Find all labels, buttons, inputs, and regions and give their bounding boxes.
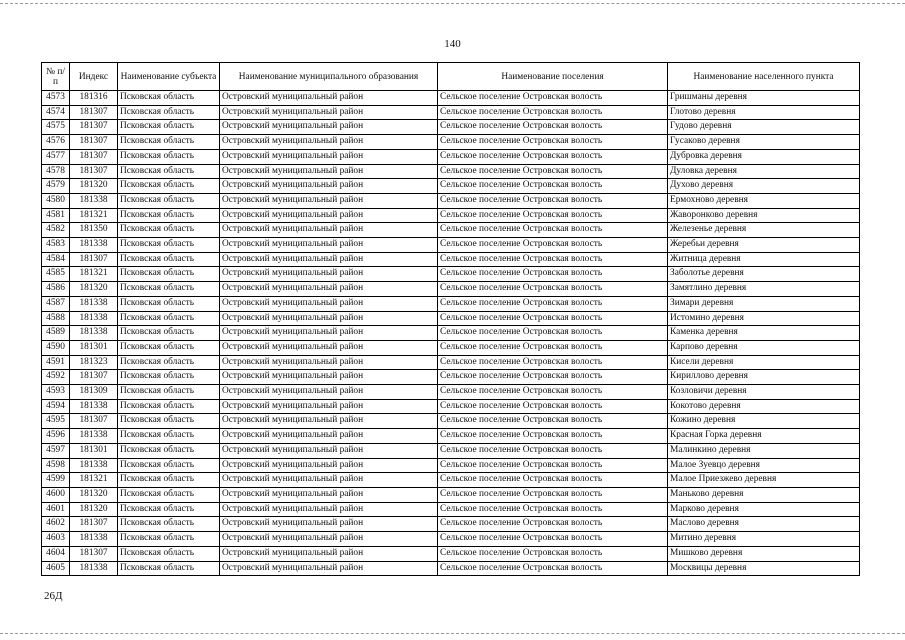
cell-num: 4584 [42, 252, 70, 267]
cell-settlement: Сельское поселение Островская волость [438, 208, 668, 223]
cell-subject: Псковская область [118, 561, 220, 576]
cell-index: 181307 [70, 149, 118, 164]
cell-subject: Псковская область [118, 517, 220, 532]
cell-locality: Духово деревня [668, 179, 860, 194]
cell-index: 181301 [70, 443, 118, 458]
cell-num: 4586 [42, 282, 70, 297]
cell-num: 4594 [42, 399, 70, 414]
cell-num: 4595 [42, 414, 70, 429]
table-row [42, 355, 860, 370]
cell-settlement: Сельское поселение Островская волость [438, 487, 668, 502]
table-row [42, 443, 860, 458]
cell-locality: Козловичи деревня [668, 385, 860, 400]
cell-settlement: Сельское поселение Островская волость [438, 311, 668, 326]
cell-index: 181338 [70, 399, 118, 414]
cell-index: 181320 [70, 487, 118, 502]
cell-municipality: Островский муниципальный район [220, 296, 438, 311]
cell-subject: Псковская область [118, 164, 220, 179]
table-row [42, 326, 860, 341]
cell-num: 4574 [42, 105, 70, 120]
cell-locality: Дубровка деревня [668, 149, 860, 164]
cell-subject: Псковская область [118, 370, 220, 385]
cell-index: 181307 [70, 164, 118, 179]
table-body [42, 91, 860, 576]
cell-num: 4591 [42, 355, 70, 370]
cell-num: 4599 [42, 473, 70, 488]
header-municipality: Наименование муниципального образования [220, 63, 438, 91]
cell-municipality: Островский муниципальный район [220, 223, 438, 238]
cell-settlement: Сельское поселение Островская волость [438, 149, 668, 164]
cell-municipality: Островский муниципальный район [220, 487, 438, 502]
cell-subject: Псковская область [118, 91, 220, 106]
cell-subject: Псковская область [118, 296, 220, 311]
cell-num: 4579 [42, 179, 70, 194]
cell-settlement: Сельское поселение Островская волость [438, 546, 668, 561]
table-row [42, 532, 860, 547]
cell-settlement: Сельское поселение Островская волость [438, 340, 668, 355]
cell-municipality: Островский муниципальный район [220, 517, 438, 532]
settlements-table [41, 62, 860, 576]
cell-settlement: Сельское поселение Островская волость [438, 385, 668, 400]
cell-settlement: Сельское поселение Островская волость [438, 473, 668, 488]
cell-num: 4582 [42, 223, 70, 238]
header-index: Индекс [70, 63, 118, 91]
cell-subject: Псковская область [118, 238, 220, 253]
cell-settlement: Сельское поселение Островская волость [438, 135, 668, 150]
cell-num: 4581 [42, 208, 70, 223]
cell-settlement: Сельское поселение Островская волость [438, 238, 668, 253]
cell-locality: Мишково деревня [668, 546, 860, 561]
cell-subject: Псковская область [118, 120, 220, 135]
cell-settlement: Сельское поселение Островская волость [438, 164, 668, 179]
cell-subject: Псковская область [118, 179, 220, 194]
cell-municipality: Островский муниципальный район [220, 179, 438, 194]
table-row [42, 399, 860, 414]
cell-subject: Псковская область [118, 149, 220, 164]
cell-subject: Псковская область [118, 193, 220, 208]
table-row [42, 179, 860, 194]
cell-subject: Псковская область [118, 502, 220, 517]
header-num: № п/п [42, 63, 70, 91]
table-row [42, 473, 860, 488]
cell-municipality: Островский муниципальный район [220, 267, 438, 282]
cell-settlement: Сельское поселение Островская волость [438, 282, 668, 297]
cell-municipality: Островский муниципальный район [220, 443, 438, 458]
cell-index: 181307 [70, 120, 118, 135]
cell-index: 181338 [70, 193, 118, 208]
cell-settlement: Сельское поселение Островская волость [438, 91, 668, 106]
cell-settlement: Сельское поселение Островская волость [438, 517, 668, 532]
table-row [42, 296, 860, 311]
cell-municipality: Островский муниципальный район [220, 385, 438, 400]
cell-index: 181338 [70, 458, 118, 473]
cell-municipality: Островский муниципальный район [220, 208, 438, 223]
cell-subject: Псковская область [118, 105, 220, 120]
cell-index: 181307 [70, 414, 118, 429]
cell-index: 181307 [70, 370, 118, 385]
cell-subject: Псковская область [118, 443, 220, 458]
cell-locality: Митино деревня [668, 532, 860, 547]
footer-code: 26Д [44, 590, 63, 602]
cell-num: 4596 [42, 429, 70, 444]
cell-settlement: Сельское поселение Островская волость [438, 458, 668, 473]
cell-locality: Гудово деревня [668, 120, 860, 135]
cell-locality: Железенье деревня [668, 223, 860, 238]
cell-locality: Заболотье деревня [668, 267, 860, 282]
table-row [42, 193, 860, 208]
cell-locality: Кожино деревня [668, 414, 860, 429]
cell-num: 4593 [42, 385, 70, 400]
cell-locality: Кокотово деревня [668, 399, 860, 414]
cell-locality: Гусаково деревня [668, 135, 860, 150]
cell-num: 4588 [42, 311, 70, 326]
cell-municipality: Островский муниципальный район [220, 355, 438, 370]
cell-municipality: Островский муниципальный район [220, 193, 438, 208]
table-row [42, 458, 860, 473]
table-row [42, 517, 860, 532]
cell-index: 181301 [70, 340, 118, 355]
table-row [42, 370, 860, 385]
cell-index: 181321 [70, 473, 118, 488]
cell-settlement: Сельское поселение Островская волость [438, 296, 668, 311]
cell-municipality: Островский муниципальный район [220, 414, 438, 429]
cell-municipality: Островский муниципальный район [220, 473, 438, 488]
cell-settlement: Сельское поселение Островская волость [438, 252, 668, 267]
cell-num: 4589 [42, 326, 70, 341]
cell-municipality: Островский муниципальный район [220, 546, 438, 561]
cell-municipality: Островский муниципальный район [220, 532, 438, 547]
cell-municipality: Островский муниципальный район [220, 502, 438, 517]
cell-subject: Псковская область [118, 223, 220, 238]
cell-index: 181309 [70, 385, 118, 400]
cell-settlement: Сельское поселение Островская волость [438, 120, 668, 135]
cell-num: 4598 [42, 458, 70, 473]
cell-subject: Псковская область [118, 208, 220, 223]
cell-municipality: Островский муниципальный район [220, 135, 438, 150]
cell-num: 4592 [42, 370, 70, 385]
cell-settlement: Сельское поселение Островская волость [438, 502, 668, 517]
cell-index: 181307 [70, 517, 118, 532]
cell-num: 4583 [42, 238, 70, 253]
cell-num: 4601 [42, 502, 70, 517]
table-row [42, 105, 860, 120]
cell-index: 181338 [70, 561, 118, 576]
cell-index: 181321 [70, 208, 118, 223]
cell-subject: Псковская область [118, 135, 220, 150]
cell-num: 4605 [42, 561, 70, 576]
cell-settlement: Сельское поселение Островская волость [438, 193, 668, 208]
cell-num: 4600 [42, 487, 70, 502]
cell-municipality: Островский муниципальный район [220, 370, 438, 385]
cell-locality: Малое Зуевцо деревня [668, 458, 860, 473]
cell-subject: Псковская область [118, 252, 220, 267]
table-row [42, 120, 860, 135]
table-row [42, 502, 860, 517]
cell-locality: Красная Горка деревня [668, 429, 860, 444]
cell-index: 181338 [70, 296, 118, 311]
cell-locality: Каменка деревня [668, 326, 860, 341]
cell-subject: Псковская область [118, 399, 220, 414]
cell-municipality: Островский муниципальный район [220, 164, 438, 179]
cell-subject: Псковская область [118, 311, 220, 326]
cell-index: 181338 [70, 238, 118, 253]
cell-num: 4602 [42, 517, 70, 532]
cell-index: 181320 [70, 502, 118, 517]
cell-municipality: Островский муниципальный район [220, 282, 438, 297]
cell-index: 181323 [70, 355, 118, 370]
table-row [42, 267, 860, 282]
table-row [42, 561, 860, 576]
table-row [42, 487, 860, 502]
cell-subject: Псковская область [118, 326, 220, 341]
cell-municipality: Островский муниципальный район [220, 105, 438, 120]
cell-locality: Замятлино деревня [668, 282, 860, 297]
cell-locality: Истомино деревня [668, 311, 860, 326]
cell-locality: Дуловка деревня [668, 164, 860, 179]
cell-municipality: Островский муниципальный район [220, 326, 438, 341]
cell-locality: Глотово деревня [668, 105, 860, 120]
cell-num: 4573 [42, 91, 70, 106]
cell-index: 181307 [70, 252, 118, 267]
cell-locality: Кисели деревня [668, 355, 860, 370]
cell-locality: Гришманы деревня [668, 91, 860, 106]
cell-index: 181316 [70, 91, 118, 106]
cell-subject: Псковская область [118, 282, 220, 297]
cell-index: 181307 [70, 105, 118, 120]
cell-settlement: Сельское поселение Островская волость [438, 370, 668, 385]
cell-num: 4578 [42, 164, 70, 179]
header-settlement: Наименование поселения [438, 63, 668, 91]
table-row [42, 340, 860, 355]
cell-index: 181321 [70, 267, 118, 282]
cell-municipality: Островский муниципальный район [220, 340, 438, 355]
cell-municipality: Островский муниципальный район [220, 120, 438, 135]
cell-locality: Карпово деревня [668, 340, 860, 355]
cell-municipality: Островский муниципальный район [220, 149, 438, 164]
cell-subject: Псковская область [118, 355, 220, 370]
cell-locality: Зимари деревня [668, 296, 860, 311]
cell-num: 4585 [42, 267, 70, 282]
table-header-row [42, 63, 860, 91]
cell-municipality: Островский муниципальный район [220, 429, 438, 444]
table-row [42, 414, 860, 429]
cell-settlement: Сельское поселение Островская волость [438, 223, 668, 238]
cell-settlement: Сельское поселение Островская волость [438, 561, 668, 576]
cell-index: 181307 [70, 135, 118, 150]
cell-index: 181338 [70, 326, 118, 341]
cell-locality: Кириллово деревня [668, 370, 860, 385]
cell-subject: Псковская область [118, 385, 220, 400]
table-row [42, 91, 860, 106]
cell-num: 4575 [42, 120, 70, 135]
cell-index: 181338 [70, 311, 118, 326]
scan-edge-top [0, 3, 905, 6]
cell-settlement: Сельское поселение Островская волость [438, 443, 668, 458]
table-row [42, 135, 860, 150]
cell-index: 181320 [70, 179, 118, 194]
cell-subject: Псковская область [118, 473, 220, 488]
table-row [42, 311, 860, 326]
cell-index: 181320 [70, 282, 118, 297]
table-row [42, 223, 860, 238]
cell-num: 4590 [42, 340, 70, 355]
cell-num: 4576 [42, 135, 70, 150]
cell-settlement: Сельское поселение Островская волость [438, 355, 668, 370]
cell-municipality: Островский муниципальный район [220, 458, 438, 473]
cell-settlement: Сельское поселение Островская волость [438, 414, 668, 429]
cell-num: 4587 [42, 296, 70, 311]
cell-settlement: Сельское поселение Островская волость [438, 532, 668, 547]
page-number: 140 [444, 38, 461, 50]
table-row [42, 252, 860, 267]
cell-settlement: Сельское поселение Островская волость [438, 105, 668, 120]
table-row [42, 238, 860, 253]
cell-subject: Псковская область [118, 546, 220, 561]
table-row [42, 546, 860, 561]
table-row [42, 149, 860, 164]
cell-index: 181338 [70, 429, 118, 444]
cell-subject: Псковская область [118, 532, 220, 547]
cell-municipality: Островский муниципальный район [220, 91, 438, 106]
header-locality: Наименование населенного пункта [668, 63, 860, 91]
cell-num: 4604 [42, 546, 70, 561]
table-row [42, 385, 860, 400]
cell-locality: Ермохново деревня [668, 193, 860, 208]
cell-num: 4603 [42, 532, 70, 547]
header-subject: Наименование субъекта [118, 63, 220, 91]
table-row [42, 282, 860, 297]
cell-subject: Псковская область [118, 340, 220, 355]
scan-edge-bottom [0, 633, 905, 636]
cell-settlement: Сельское поселение Островская волость [438, 179, 668, 194]
cell-subject: Псковская область [118, 487, 220, 502]
cell-locality: Марково деревня [668, 502, 860, 517]
cell-locality: Жеребьи деревня [668, 238, 860, 253]
cell-subject: Псковская область [118, 414, 220, 429]
table-row [42, 164, 860, 179]
cell-subject: Псковская область [118, 267, 220, 282]
cell-subject: Псковская область [118, 458, 220, 473]
cell-subject: Псковская область [118, 429, 220, 444]
cell-settlement: Сельское поселение Островская волость [438, 399, 668, 414]
cell-municipality: Островский муниципальный район [220, 238, 438, 253]
cell-locality: Малинкино деревня [668, 443, 860, 458]
cell-index: 181338 [70, 532, 118, 547]
cell-locality: Жаворонково деревня [668, 208, 860, 223]
cell-index: 181350 [70, 223, 118, 238]
cell-municipality: Островский муниципальный район [220, 561, 438, 576]
table-row [42, 208, 860, 223]
cell-settlement: Сельское поселение Островская волость [438, 326, 668, 341]
cell-municipality: Островский муниципальный район [220, 252, 438, 267]
cell-locality: Малое Приезжево деревня [668, 473, 860, 488]
cell-settlement: Сельское поселение Островская волость [438, 429, 668, 444]
cell-num: 4577 [42, 149, 70, 164]
cell-locality: Житница деревня [668, 252, 860, 267]
cell-num: 4580 [42, 193, 70, 208]
table-row [42, 429, 860, 444]
cell-locality: Маслово деревня [668, 517, 860, 532]
cell-locality: Москвицы деревня [668, 561, 860, 576]
cell-municipality: Островский муниципальный район [220, 399, 438, 414]
cell-municipality: Островский муниципальный район [220, 311, 438, 326]
cell-locality: Маньково деревня [668, 487, 860, 502]
cell-index: 181307 [70, 546, 118, 561]
cell-num: 4597 [42, 443, 70, 458]
cell-settlement: Сельское поселение Островская волость [438, 267, 668, 282]
